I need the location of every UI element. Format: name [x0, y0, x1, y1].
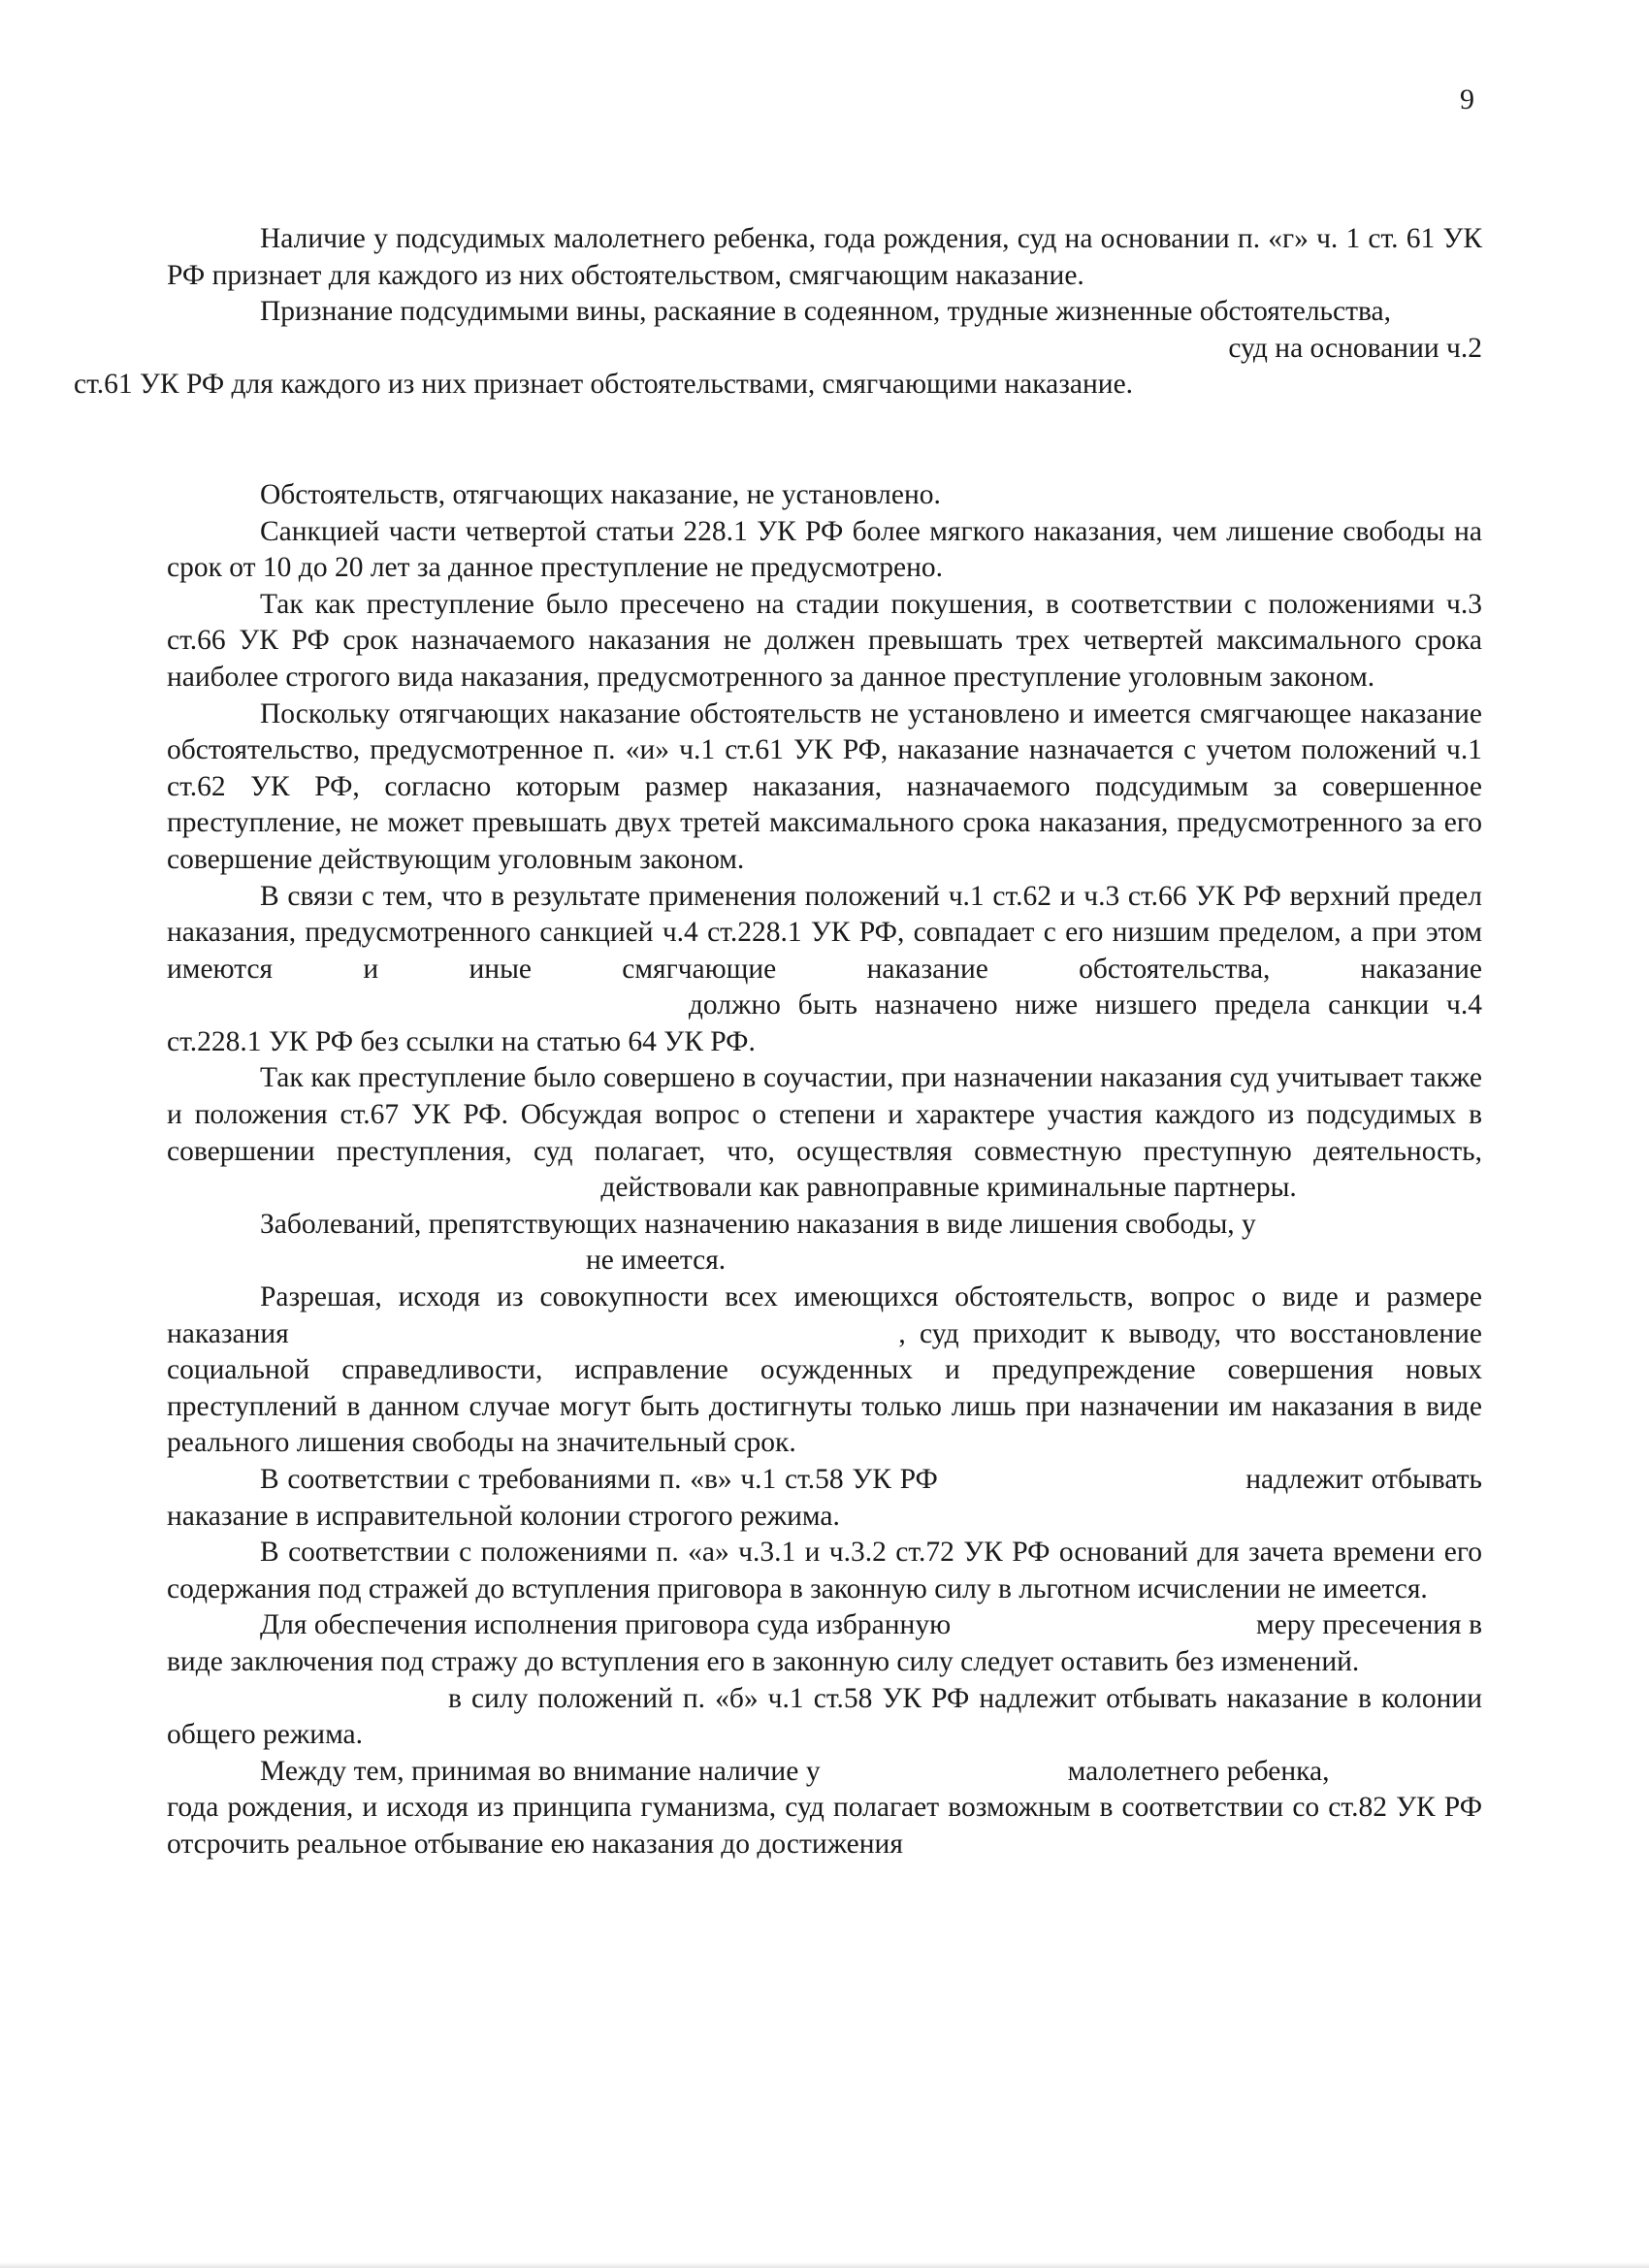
text-fragment: действовали как равноправные криминальные партнеры.	[600, 1172, 1297, 1204]
text-line: «г» ч. 1 ст. 61 УК РФ признает для каждого из них обстоятельством, смягчающим наказание.	[167, 223, 1483, 291]
text-fragment: малолетнего ребенка,	[1067, 1755, 1330, 1787]
text-fragment: Разрешая, исходя из совокупности всех имеющихся обстоятельств, вопрос о виде и размере наказания	[167, 1281, 1482, 1349]
text-fragment: Так как преступление было совершено в соучастии, при назначении наказания суд учитывает также и положения ст.67 УК РФ. Обсуждая вопрос о степени и характере участия каждого из подсудимых в совершении преступления, суд полагает, что, осуществляя совместную преступную деятельность,	[167, 1062, 1482, 1167]
paragraph-preventive-measure	[167, 1607, 1482, 1680]
text-fragment: Заболеваний, препятствующих назначению наказания в виде лишения свободы, у	[260, 1208, 1256, 1240]
page-number: 9	[1460, 83, 1474, 115]
text-line: Признание подсудимыми вины, раскаяние в содеянном, трудные жизненные обстоятельства,	[260, 296, 1391, 328]
paragraph-punishment-conclusion	[167, 1280, 1482, 1462]
redacted-gap	[167, 404, 1482, 477]
paragraph-sanction: Санкцией части четвертой статьи 228.1 УК РФ более мягкого наказания, чем лишение свободы на срок от 10 до 20 лет за данное преступление не предусмотрено.	[167, 515, 1482, 584]
paragraph-strict-regime	[167, 1462, 1482, 1535]
scan-edge	[0, 2262, 1649, 2268]
text-fragment: не имеется.	[586, 1245, 727, 1277]
paragraph-diseases	[167, 1207, 1482, 1280]
paragraph-general-regime: в силу положений п. «б» ч.1 ст.58 УК РФ надлежит отбывать наказание в колонии общего режима.	[167, 1682, 1482, 1751]
text-fragment: года рождения, и исходя из принципа гуманизма, суд полагает возможным в соответствии со ст.82 УК РФ отсрочить реальное отбывание ею наказания до достижения	[167, 1792, 1482, 1860]
text-fragment: Между тем, принимая во внимание наличие у	[260, 1755, 821, 1787]
text-fragment: меру пресечения в виде заключения под стражу до вступления его в законную силу следует оставить без изменений.	[167, 1609, 1483, 1677]
paragraph-complicity	[167, 1060, 1482, 1206]
text-line: ст.61 УК РФ для каждого из них признает обстоятельствами, смягчающими наказание.	[74, 369, 1134, 401]
text-line: Наличие у подсудимых малолетнего ребенка, года рождения, суд на основании п.	[260, 223, 1261, 254]
document-body	[74, 221, 1483, 1863]
text-fragment: должно быть назначено ниже низшего предела санкции ч.4 ст.228.1 УК РФ без ссылки на статью 64 УК РФ.	[167, 989, 1483, 1057]
paragraph-attempt: Так как преступление было пресечено на стадии покушения, в соответствии с положениями ч.3 ст.66 УК РФ срок назначаемого наказания не должен превышать трех четвертей максимального срока наиболее строгого вида наказания, предусмотренного за данное преступление уголовным законом.	[167, 588, 1482, 693]
paragraph-no-aggravating: Обстоятельств, отягчающих наказание, не установлено.	[260, 478, 941, 510]
paragraph-article-62: Поскольку отягчающих наказание обстоятельств не установлено и имеется смягчающее наказание обстоятельство, предусмотренное п. «и» ч.1 ст.61 УК РФ, наказание назначается с учетом положений ч.1 ст.62 УК РФ, согласно которым размер наказания, назначаемого подсудимым за совершенное преступление, не может превышать двух третей максимального срока наказания, предусмотренного за его совершение действующим уголовным законом.	[167, 697, 1482, 875]
paragraph-deferment	[167, 1754, 1482, 1863]
paragraph-mitigating-child	[167, 221, 1482, 294]
paragraph-detention-credit: В соответствии с положениями п. «а» ч.3.1 и ч.3.2 ст.72 УК РФ оснований для зачета времени его содержания под стражей до вступления приговора в законную силу в льготном исчислении не имеется.	[167, 1537, 1482, 1604]
paragraph-mitigating-guilt	[74, 294, 1482, 404]
text-fragment: надлежит отбывать наказание в исправительной колонии строгого режима.	[167, 1464, 1482, 1532]
text-fragment: В соответствии с требованиями п. «в» ч.1 ст.58 УК РФ	[260, 1464, 938, 1495]
text-fragment: Для обеспечения исполнения приговора суда избранную	[260, 1609, 952, 1641]
text-line: суд на основании ч.2	[1228, 332, 1482, 364]
text-fragment: В связи с тем, что в результате применения положений ч.1 ст.62 и ч.3 ст.66 УК РФ верхний предел наказания, предусмотренного санкцией ч.4 ст.228.1 УК РФ, совпадает с его низшим пределом, а при этом имеются и иные смягчающие наказание обстоятельства, наказание	[167, 880, 1482, 985]
text-fragment: , суд приходит к выводу, что восстановление социальной справедливости, исправление осужденных и предупреждение совершения новых преступлений в данном случае могут быть достигнуты только лишь при назначении им наказания в виде реального лишения свободы на значительный срок.	[167, 1317, 1483, 1459]
paragraph-lower-limit	[167, 879, 1482, 1061]
